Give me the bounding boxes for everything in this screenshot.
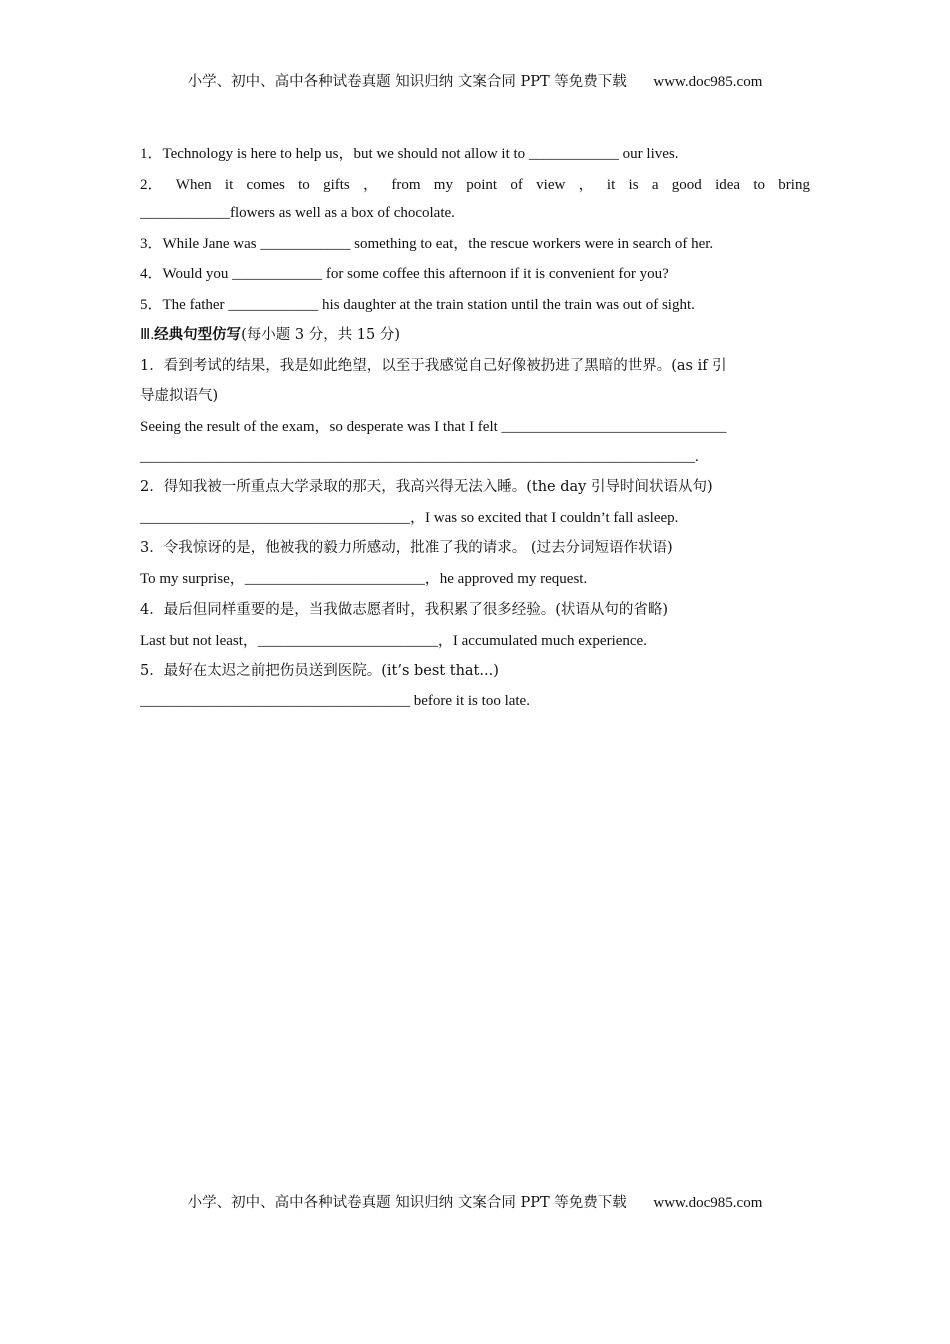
header-text: 小学、初中、高中各种试卷真题 知识归纳 文案合同 PPT 等免费下载 bbox=[187, 74, 627, 90]
part3-question-1-en-line2: __________________________________________________________________________. bbox=[140, 449, 699, 465]
part3-question-5-cn: 5．最好在太迟之前把伤员送到医院。(it’s best that...) bbox=[140, 663, 499, 679]
part3-heading-title: 经典句型仿写 bbox=[154, 326, 242, 343]
part3-heading bbox=[140, 325, 810, 345]
part3-question-1-cn-line1: 1．看到考试的结果，我是如此绝望，以至于我感觉自己好像被扔进了黑暗的世界。(as if 引 bbox=[140, 358, 727, 374]
word: to bbox=[298, 177, 310, 193]
word: to bbox=[753, 177, 765, 193]
word: comes bbox=[246, 177, 285, 193]
page-footer bbox=[0, 1191, 950, 1212]
part2-question-2-line2: ____________flowers as well as a box of chocolate. bbox=[140, 205, 455, 221]
word: it bbox=[224, 177, 234, 193]
part2-question-1: 1．Technology is here to help us，but we should not allow it to ____________ our lives. bbox=[140, 146, 679, 162]
part2-question-5: 5．The father ____________ his daughter at the train station until the train was out of sight. bbox=[140, 297, 695, 313]
word: of bbox=[510, 177, 523, 193]
word: is bbox=[628, 177, 639, 193]
part3-question-4-cn: 4．最后但同样重要的是，当我做志愿者时，我积累了很多经验。(状语从句的省略) bbox=[140, 602, 669, 618]
word: my bbox=[433, 177, 453, 193]
word: point bbox=[466, 177, 498, 193]
part2-question-3: 3．While Jane was ____________ something to eat，the rescue workers were in search of her. bbox=[140, 236, 714, 252]
word: good bbox=[671, 177, 702, 193]
part2-question-2-line1 bbox=[140, 175, 810, 195]
part3-question-1-en-line1: Seeing the result of the exam，so desperate was I that I felt ______________________________ bbox=[140, 419, 727, 435]
part3-heading-score: (每小题 3 分，共 15 分) bbox=[241, 327, 401, 343]
word: from bbox=[391, 177, 421, 193]
footer-text: 小学、初中、高中各种试卷真题 知识归纳 文案合同 PPT 等免费下载 bbox=[187, 1195, 627, 1211]
header-url[interactable]: www.doc985.com bbox=[653, 74, 763, 90]
page-header bbox=[0, 70, 950, 91]
part3-question-1-cn-line2: 导虚拟语气) bbox=[140, 388, 219, 404]
part3-question-3-cn: 3．令我惊讶的是，他被我的毅力所感动，批准了我的请求。 (过去分词短语作状语) bbox=[140, 540, 673, 556]
word: When bbox=[175, 177, 212, 193]
part3-question-4-en: Last but not least，________________________，I accumulated much experience. bbox=[140, 633, 647, 649]
word: it bbox=[606, 177, 616, 193]
footer-url[interactable]: www.doc985.com bbox=[653, 1195, 763, 1211]
word: ， bbox=[578, 177, 594, 193]
word: view bbox=[536, 177, 566, 193]
part3-question-5-en: ____________________________________ before it is too late. bbox=[140, 693, 530, 709]
word: idea bbox=[715, 177, 741, 193]
part3-question-2-cn: 2．得知我被一所重点大学录取的那天，我高兴得无法入睡。(the day 引导时间状语从句) bbox=[140, 479, 713, 495]
word: bring bbox=[778, 177, 810, 193]
word: ， bbox=[363, 177, 379, 193]
part3-question-3-en: To my surprise，________________________，he approved my request. bbox=[140, 571, 588, 587]
part3-heading-number: Ⅲ. bbox=[140, 327, 155, 343]
part2-question-4: 4．Would you ____________ for some coffee this afternoon if it is convenient for you? bbox=[140, 266, 669, 282]
word: 2． bbox=[140, 177, 163, 193]
word: gifts bbox=[323, 177, 350, 193]
part3-question-2-en: ____________________________________，I was so excited that I couldn’t fall asleep. bbox=[140, 510, 679, 526]
word: a bbox=[651, 177, 659, 193]
